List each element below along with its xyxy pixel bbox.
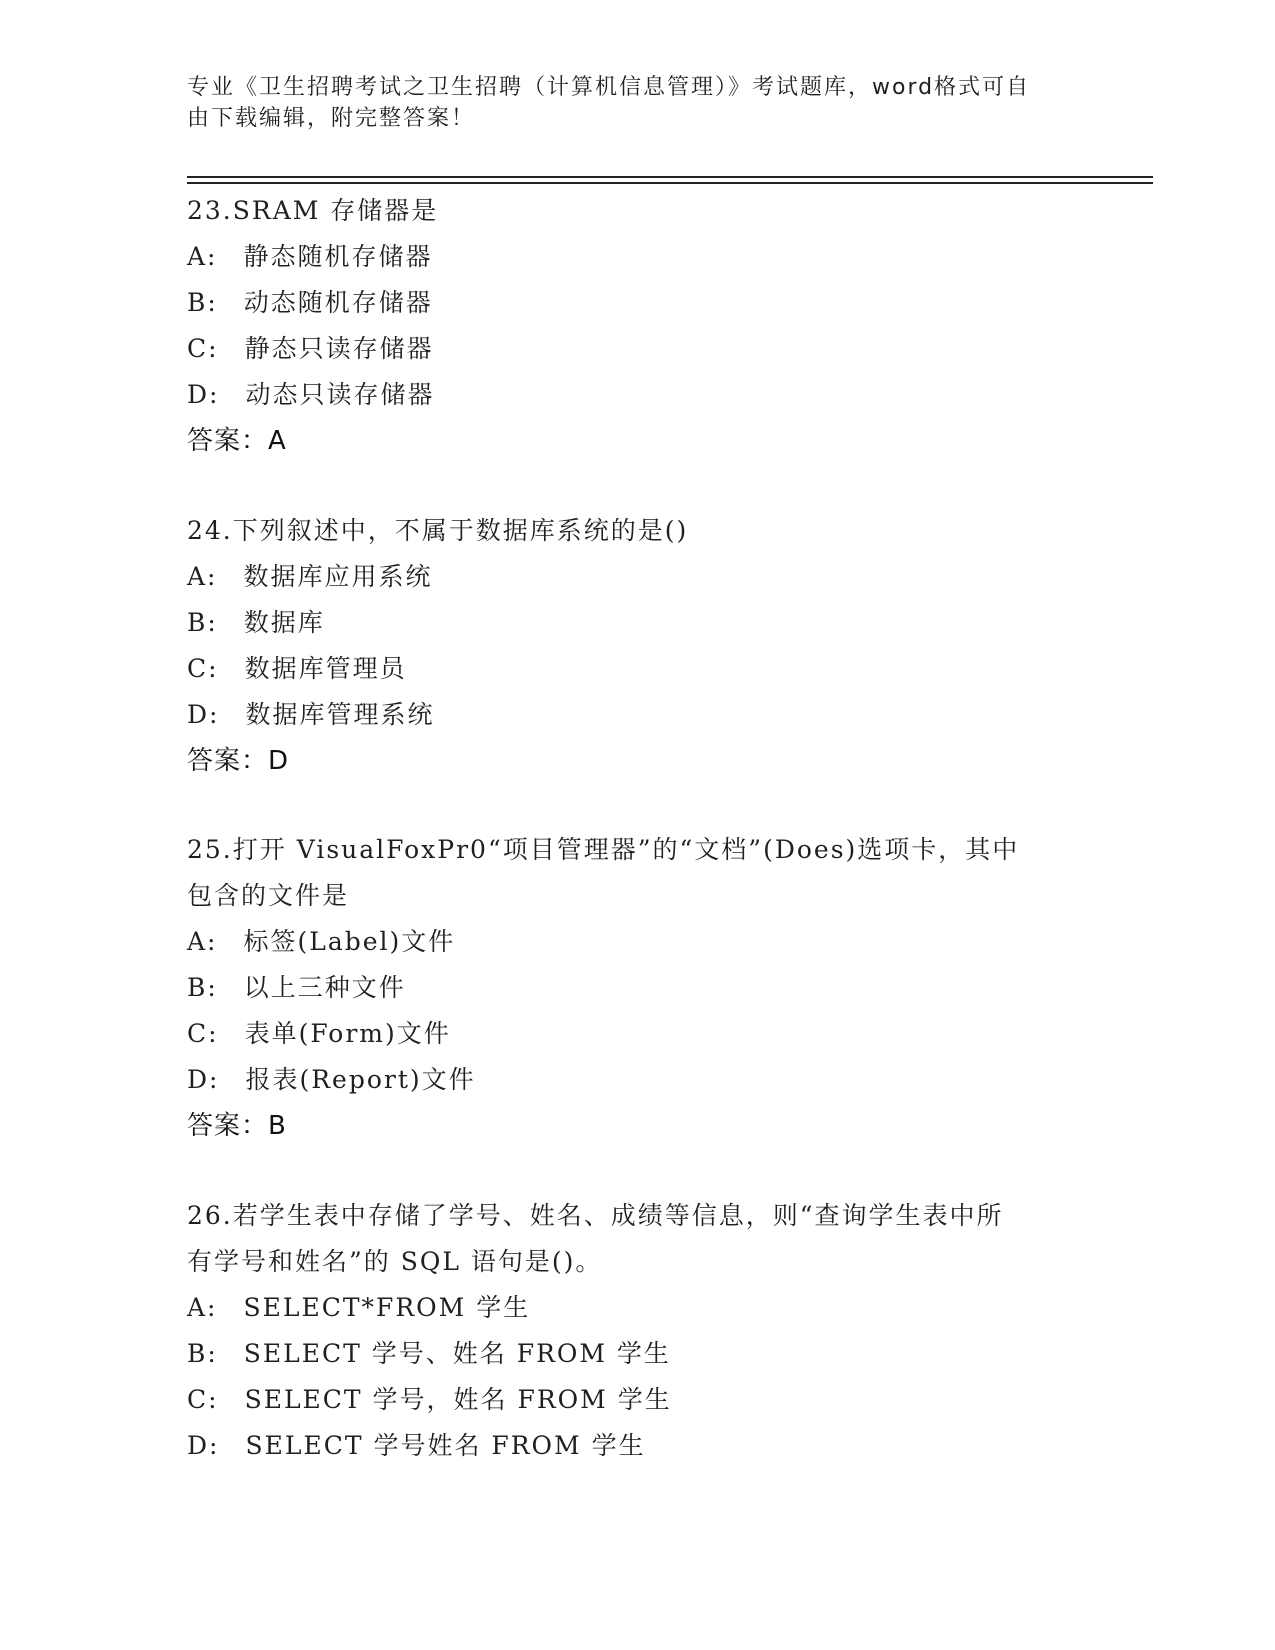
question-stem: 25.打开 VisualFoxPr0“项目管理器”的“文档”(Does)选项卡，其中 xyxy=(187,835,1020,864)
option-a xyxy=(187,234,1087,280)
option-d xyxy=(187,1423,1087,1469)
option-b xyxy=(187,280,1087,326)
option-letter: D: xyxy=(187,1065,220,1094)
option-letter: C: xyxy=(187,654,219,683)
header-divider-bottom xyxy=(187,182,1153,184)
header-divider-top xyxy=(187,176,1153,178)
question-24 xyxy=(187,508,1087,784)
option-letter: B: xyxy=(187,608,218,637)
option-text: SELECT*FROM 学生 xyxy=(243,1293,531,1322)
option-letter: A: xyxy=(187,242,218,271)
answer-line: 答案：A xyxy=(187,426,287,456)
option-letter: B: xyxy=(187,1339,218,1368)
option-b xyxy=(187,1331,1087,1377)
option-text: SELECT 学号、姓名 FROM 学生 xyxy=(243,1339,671,1368)
option-text: SELECT 学号，姓名 FROM 学生 xyxy=(244,1385,672,1414)
option-text: 静态随机存储器 xyxy=(243,242,433,271)
question-stem: 24.下列叙述中，不属于数据库系统的是() xyxy=(187,516,689,545)
question-stem: 23.SRAM 存储器是 xyxy=(187,196,439,225)
option-text: 数据库管理员 xyxy=(244,654,407,683)
option-text: SELECT 学号姓名 FROM 学生 xyxy=(245,1431,646,1460)
option-letter: C: xyxy=(187,334,219,363)
question-25 xyxy=(187,827,1087,1149)
option-c xyxy=(187,326,1087,372)
option-text: 报表(Report)文件 xyxy=(245,1065,476,1094)
option-letter: D: xyxy=(187,1431,220,1460)
option-text: 数据库管理系统 xyxy=(245,700,435,729)
question-stem-continued: 包含的文件是 xyxy=(187,881,350,910)
answer-line: 答案：B xyxy=(187,1111,287,1141)
answer-line: 答案：D xyxy=(187,746,290,776)
document-header xyxy=(187,72,1067,134)
option-letter: D: xyxy=(187,380,220,409)
question-26 xyxy=(187,1193,1087,1469)
option-letter: A: xyxy=(187,1293,218,1322)
option-letter: A: xyxy=(187,927,218,956)
option-b xyxy=(187,965,1087,1011)
header-line-2: 由下载编辑，附完整答案！ xyxy=(187,106,476,131)
option-letter: B: xyxy=(187,288,218,317)
option-letter: B: xyxy=(187,973,218,1002)
option-text: 动态只读存储器 xyxy=(245,380,435,409)
option-d xyxy=(187,692,1087,738)
option-text: 数据库应用系统 xyxy=(243,562,433,591)
option-a xyxy=(187,554,1087,600)
option-text: 以上三种文件 xyxy=(243,973,406,1002)
option-text: 动态随机存储器 xyxy=(243,288,433,317)
option-c xyxy=(187,1011,1087,1057)
option-letter: C: xyxy=(187,1019,219,1048)
option-a xyxy=(187,919,1087,965)
option-letter: A: xyxy=(187,562,218,591)
option-letter: D: xyxy=(187,700,220,729)
header-line-1: 专业《卫生招聘考试之卫生招聘（计算机信息管理）》考试题库，word格式可自 xyxy=(187,75,1031,100)
option-b xyxy=(187,600,1087,646)
question-stem-continued: 有学号和姓名”的 SQL 语句是()。 xyxy=(187,1247,603,1276)
option-d xyxy=(187,372,1087,418)
question-23 xyxy=(187,188,1087,464)
option-c xyxy=(187,646,1087,692)
option-text: 标签(Label)文件 xyxy=(243,927,456,956)
option-letter: C: xyxy=(187,1385,219,1414)
option-a xyxy=(187,1285,1087,1331)
question-stem: 26.若学生表中存储了学号、姓名、成绩等信息，则“查询学生表中所 xyxy=(187,1201,1004,1230)
option-d xyxy=(187,1057,1087,1103)
option-c xyxy=(187,1377,1087,1423)
option-text: 静态只读存储器 xyxy=(244,334,434,363)
option-text: 数据库 xyxy=(243,608,325,637)
option-text: 表单(Form)文件 xyxy=(244,1019,451,1048)
